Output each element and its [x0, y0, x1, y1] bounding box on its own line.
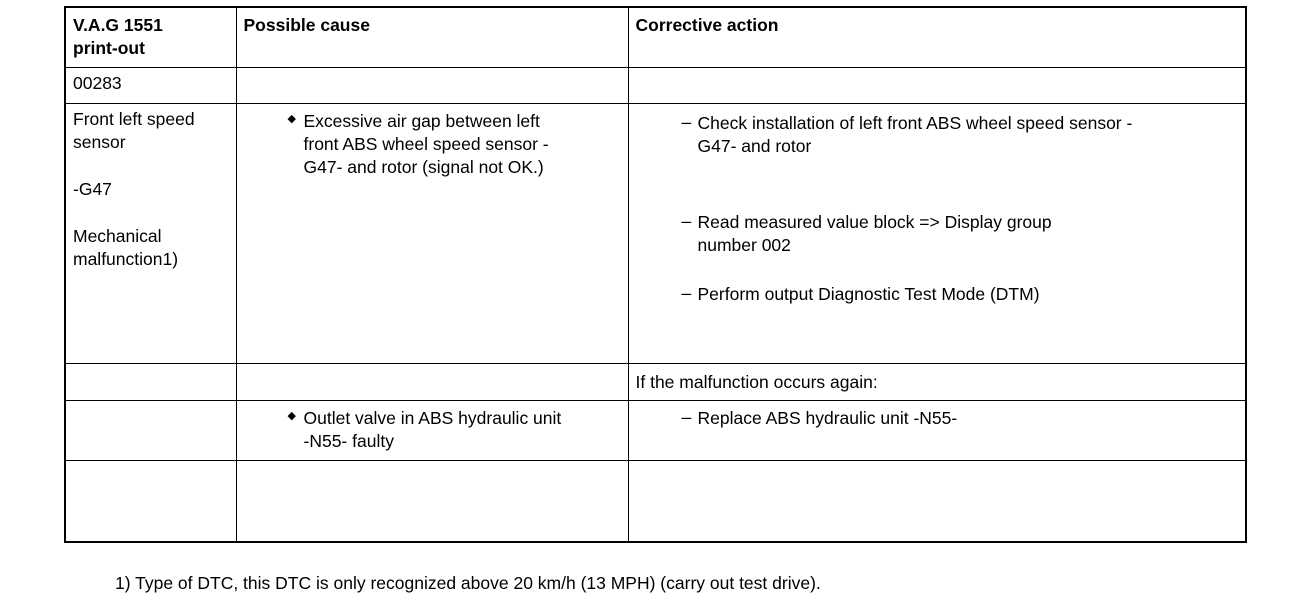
action-item — [636, 283, 1239, 306]
cause-item — [244, 110, 621, 179]
table-row — [65, 67, 1246, 103]
action-text: Check installation of left front ABS wheel speed sensor - G47- and rotor — [697, 112, 1133, 156]
header-corrective-action: Corrective action — [628, 7, 1246, 67]
dtc-code: 00283 — [65, 67, 236, 103]
empty-cell — [65, 460, 236, 542]
dtc-table — [64, 6, 1247, 543]
table-row — [65, 363, 1246, 400]
action-item — [636, 112, 1239, 158]
empty-cell — [236, 460, 628, 542]
dash-bullet-icon: – — [681, 406, 692, 427]
cause-text: Excessive air gap between left front ABS wheel speed sensor - G47- and rotor (signal not OK.) — [303, 110, 549, 177]
action-text: Read measured value block => Display group number 002 — [697, 211, 1052, 255]
cause-text: Outlet valve in ABS hydraulic unit -N55- faulty — [303, 407, 562, 451]
malfunction-again-note: If the malfunction occurs again: — [628, 363, 1246, 400]
dash-bullet-icon: – — [681, 210, 692, 231]
action-item — [636, 407, 1239, 430]
action-cell — [628, 103, 1246, 363]
header-possible-cause: Possible cause — [236, 7, 628, 67]
diamond-bullet-icon: ◆ — [287, 409, 296, 422]
cause-item — [244, 407, 621, 453]
table-row — [65, 103, 1246, 363]
cause-cell — [236, 400, 628, 460]
dash-bullet-icon: – — [681, 111, 692, 132]
table-row — [65, 460, 1246, 542]
dash-bullet-icon: – — [681, 282, 692, 303]
action-text: Perform output Diagnostic Test Mode (DTM) — [697, 283, 1040, 304]
printout-sensor-name: Front left speed sensor — [73, 108, 195, 152]
printout-sensor-id: -G47 — [73, 178, 112, 199]
header-printout: V.A.G 1551 print-out — [65, 7, 236, 67]
table-header-row — [65, 7, 1246, 67]
action-cell — [628, 400, 1246, 460]
empty-cell — [628, 460, 1246, 542]
printout-malfunction-type: Mechanical malfunction1) — [73, 225, 179, 269]
empty-cell — [65, 400, 236, 460]
empty-cell — [65, 363, 236, 400]
diamond-bullet-icon: ◆ — [287, 112, 296, 125]
footnote: 1) Type of DTC, this DTC is only recognized above 20 km/h (13 MPH) (carry out test drive). — [115, 573, 821, 593]
action-text: Replace ABS hydraulic unit -N55- — [697, 407, 958, 428]
empty-cell — [236, 363, 628, 400]
empty-cell — [236, 67, 628, 103]
printout-cell — [65, 103, 236, 363]
action-item — [636, 211, 1239, 257]
table-row — [65, 400, 1246, 460]
cause-cell — [236, 103, 628, 363]
empty-cell — [628, 67, 1246, 103]
